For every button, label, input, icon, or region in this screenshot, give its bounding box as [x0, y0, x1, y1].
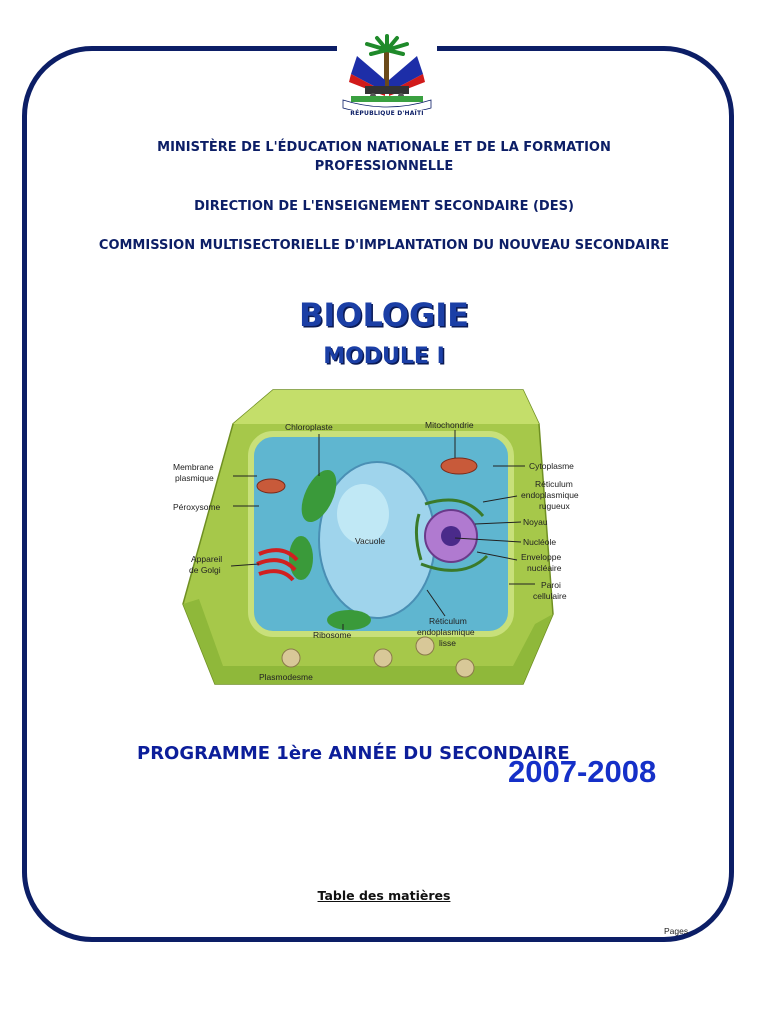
label-reticulum-lisse-3: lisse — [439, 638, 457, 648]
label-reticulum-rugueux-3: rugueux — [539, 501, 570, 511]
label-paroi-1: Paroi — [541, 580, 561, 590]
label-mitochondrie: Mitochondrie — [425, 420, 474, 430]
coat-of-arms-icon — [337, 34, 437, 110]
page-subtitle: MODULE I — [323, 344, 445, 369]
direction-line: DIRECTION DE L'ENSEIGNEMENT SECONDAIRE (DES) — [194, 199, 574, 214]
ministry-line-2: PROFESSIONNELLE — [314, 159, 454, 174]
label-plasmodesme: Plasmodesme — [259, 672, 313, 682]
label-enveloppe-2: nucléaire — [527, 563, 562, 573]
label-membrane-1: Membrane — [173, 462, 214, 472]
label-ribosome: Ribosome — [313, 630, 352, 640]
label-chloroplaste: Chloroplaste — [285, 422, 333, 432]
label-enveloppe-1: Enveloppe — [521, 552, 562, 562]
label-appareil-2: de Golgi — [189, 565, 221, 575]
label-membrane-2: plasmique — [175, 473, 214, 483]
table-of-contents-heading: Table des matières — [317, 888, 451, 903]
pages-label: Pages — [664, 926, 689, 936]
commission-line: COMMISSION MULTISECTORIELLE D'IMPLANTATION DU NOUVEAU SECONDAIRE — [98, 238, 670, 253]
label-paroi-2: cellulaire — [533, 591, 567, 601]
programme-line: PROGRAMME 1ère ANNÉE DU SECONDAIRE — [137, 743, 570, 764]
plant-cell-diagram — [163, 384, 601, 694]
label-reticulum-rugueux-1: Réticulum — [535, 479, 573, 489]
school-year: 2007-2008 — [508, 754, 657, 789]
emblem-caption: RÉPUBLIQUE D'HAÏTI — [350, 110, 424, 117]
label-reticulum-lisse-1: Réticulum — [429, 616, 467, 626]
page-title: BIOLOGIE — [299, 296, 469, 334]
label-noyau: Noyau — [523, 517, 548, 527]
label-reticulum-lisse-2: endoplasmique — [417, 627, 475, 637]
label-peroxysome: Péroxysome — [173, 502, 221, 512]
label-nucleole: Nucléole — [523, 537, 557, 547]
label-vacuole: Vacuole — [355, 536, 386, 546]
label-cytoplasme: Cytoplasme — [529, 461, 574, 471]
ministry-line-1: MINISTÈRE DE L'ÉDUCATION NATIONALE ET DE LA FORMATION — [157, 140, 611, 155]
haiti-coat-of-arms — [337, 34, 437, 122]
label-appareil-1: Appareil — [191, 554, 223, 564]
label-reticulum-rugueux-2: endoplasmique — [521, 490, 579, 500]
